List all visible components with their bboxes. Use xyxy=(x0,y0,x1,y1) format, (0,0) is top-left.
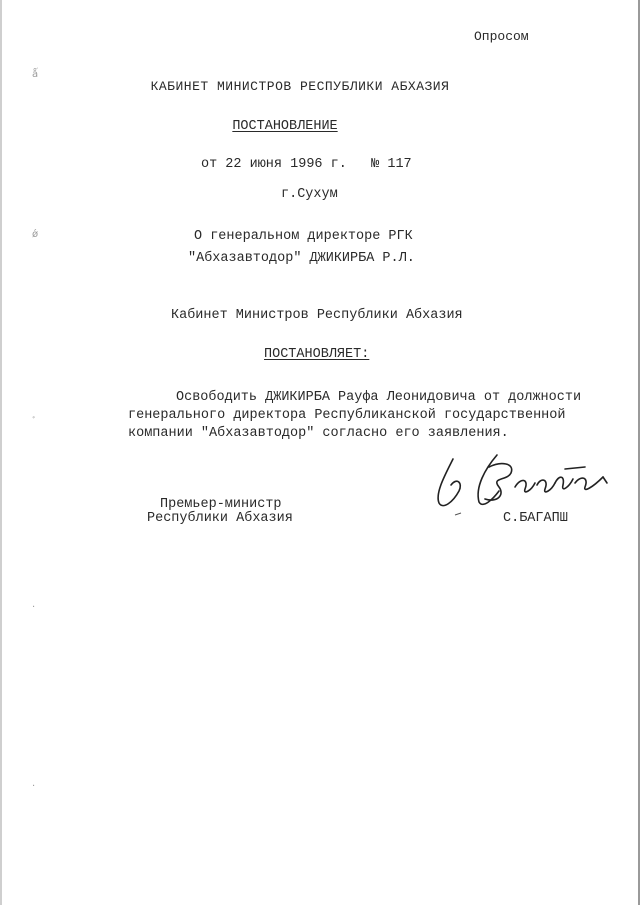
signatory-title-line-2: Республики Абхазия xyxy=(147,511,293,526)
document-number: № 117 xyxy=(371,157,412,172)
scan-mark: ǻ xyxy=(32,69,39,80)
signatory-name: С.БАГАПШ xyxy=(503,511,568,526)
document-date: от 22 июня 1996 г. xyxy=(201,157,347,172)
resolution-text xyxy=(128,389,590,443)
handwritten-signature xyxy=(425,447,610,522)
subject-line-1: О генеральном директоре РГК xyxy=(194,229,413,244)
resolution-line: Освободить ДЖИКИРБА Рауфа Леонидовича от должности xyxy=(176,390,582,405)
issuing-body: Кабинет Министров Республики Абхазия xyxy=(171,308,463,323)
scan-mark: · xyxy=(32,602,36,613)
date-line xyxy=(201,157,412,173)
corner-note: Опросом xyxy=(474,29,529,44)
scan-mark: ﾞ xyxy=(32,417,37,428)
decides-heading: ПОСТАНОВЛЯЕТ: xyxy=(264,347,370,362)
signatory-title-line-1: Премьер-министр xyxy=(160,497,282,512)
resolution-line: компании "Абхазавтодор" согласно его заявления. xyxy=(128,426,509,441)
scan-mark: · xyxy=(32,781,36,792)
scan-mark: ǿ xyxy=(32,229,39,240)
document-type-heading: ПОСТАНОВЛЕНИЕ xyxy=(232,119,338,134)
place-line: г.Сухум xyxy=(281,187,338,202)
resolution-line: генерального директора Республиканской государственной xyxy=(128,408,566,423)
subject-line-2: "Абхазавтодор" ДЖИКИРБА Р.Л. xyxy=(188,251,415,266)
issuer-heading: КАБИНЕТ МИНИСТРОВ РЕСПУБЛИКИ АБХАЗИЯ xyxy=(150,79,450,94)
scan-edge-left xyxy=(0,0,2,905)
